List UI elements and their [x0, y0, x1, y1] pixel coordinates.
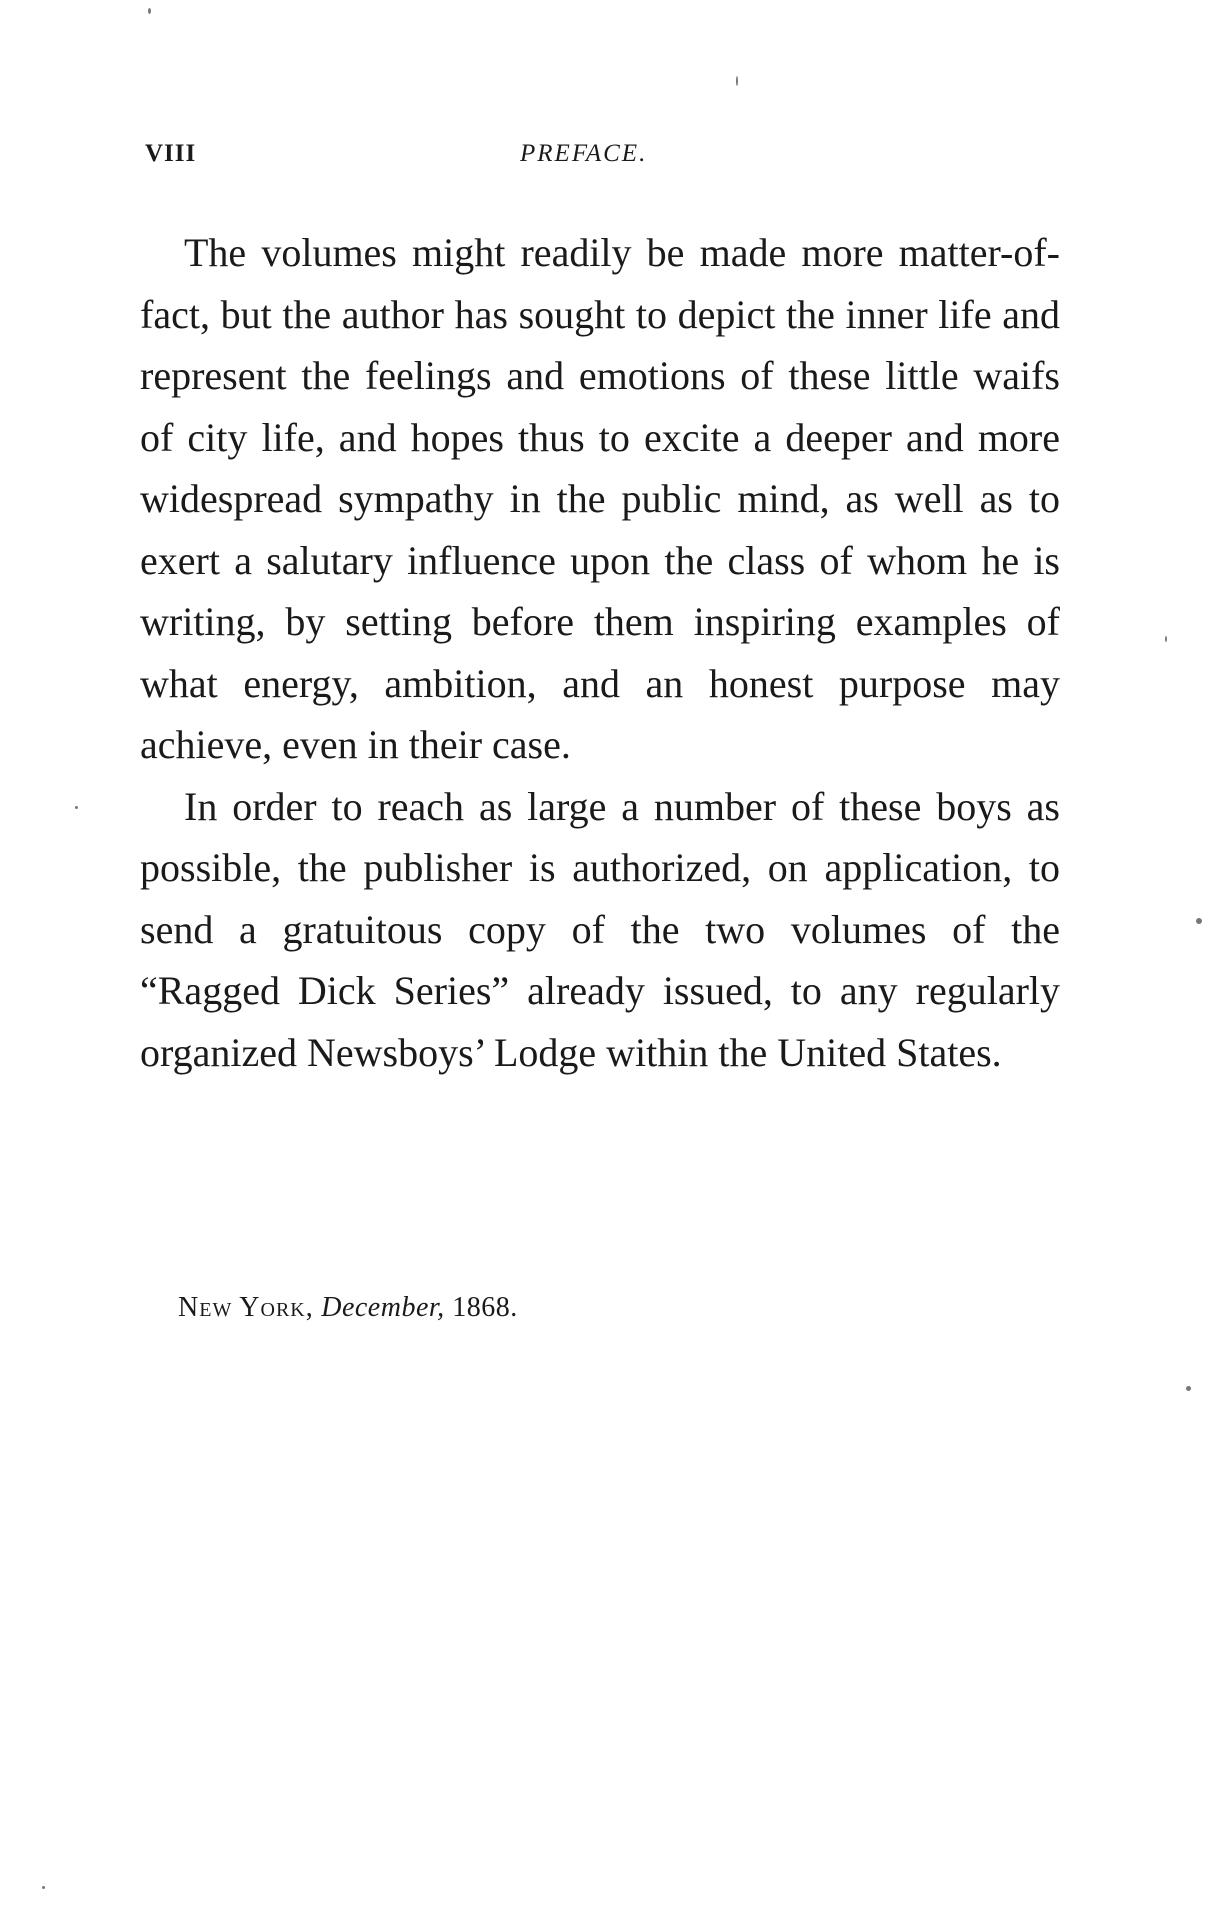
scan-speck	[1196, 918, 1202, 924]
scan-speck	[42, 1886, 45, 1889]
scan-speck	[75, 806, 78, 809]
scan-speck	[148, 8, 151, 14]
dateline-year: 1868.	[452, 1292, 518, 1323]
scan-speck	[1186, 1386, 1191, 1391]
paragraph-2: In order to reach as large a number of these boys as possible, the publisher is authorized, on application, to send a gratuitous copy of the two volumes of the “Ragged Dick Series” already issued, to any regularly organized Newsboys’ Lodge within the United States.	[140, 783, 1060, 1075]
page-header	[145, 140, 1065, 172]
scan-speck	[736, 76, 738, 86]
scan-speck	[1165, 636, 1167, 642]
paragraph-1: The volumes might readily be made more matter-of-fact, but the author has sought to depict the inner life and represent the feelings and emotions of these little waifs of city life, and hopes thus to excite a deeper and more widespread sympathy in the public mind, as well as to exert a salutary influence upon the class of whom he is writing, by setting before them inspiring examples of what energy, ambition, and an honest purpose may achieve, even in their case.	[140, 230, 1060, 767]
preface-body	[140, 222, 1060, 1083]
page-number: VIII	[145, 140, 197, 167]
dateline-place: New York,	[178, 1292, 314, 1323]
running-title: PREFACE.	[520, 140, 648, 167]
dateline-month: December,	[321, 1292, 445, 1323]
dateline	[178, 1292, 518, 1324]
